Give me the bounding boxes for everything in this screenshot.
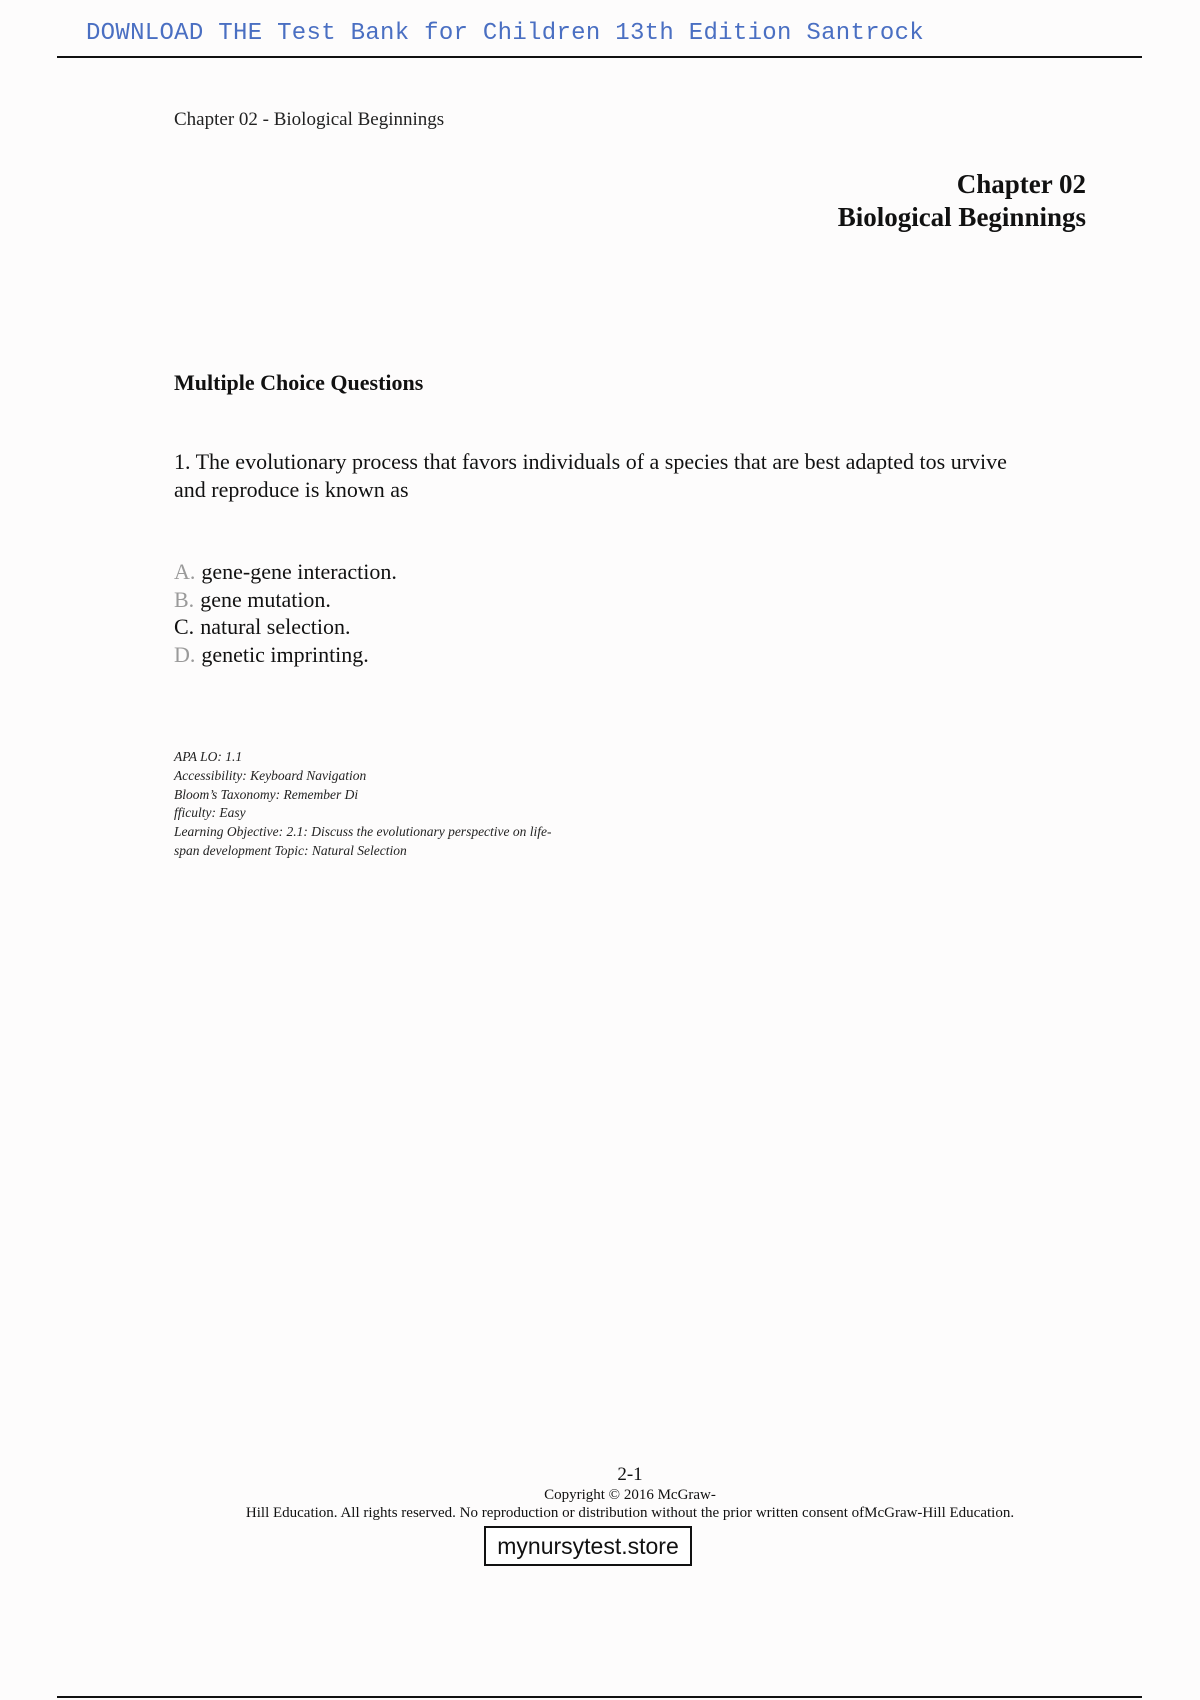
metadata-line: Bloom’s Taxonomy: Remember Di (174, 786, 359, 802)
choice-c-correct (174, 613, 397, 641)
chapter-title (838, 168, 1086, 234)
choice-text: gene-gene interaction. (201, 559, 397, 584)
download-banner-link[interactable]: DOWNLOAD THE Test Bank for Children 13th Edition Santrock (85, 20, 925, 47)
metadata-line: Learning Objective: 2.1: Discuss the evolutionary perspective on life- (174, 824, 552, 840)
metadata-line: span development Topic: Natural Selection (174, 842, 407, 858)
site-label-box: mynursytest.store (484, 1526, 692, 1566)
section-heading: Multiple Choice Questions (174, 370, 424, 395)
choice-b (174, 586, 397, 614)
copyright-line: Hill Education. All rights reserved. No reproduction or distribution without the prior written consent ofMcGraw-Hill Education. (245, 1505, 1015, 1521)
choice-letter: A. (174, 559, 196, 584)
header-rule (57, 56, 1142, 58)
choice-letter: B. (174, 586, 195, 612)
choice-letter: D. (174, 641, 196, 667)
running-head: Chapter 02 - Biological Beginnings (174, 109, 445, 130)
chapter-name: Biological Beginnings (837, 202, 1086, 232)
footer-rule (57, 1696, 1142, 1698)
metadata-line: Accessibility: Keyboard Navigation (174, 767, 367, 783)
metadata-line: fficulty: Easy (174, 805, 246, 821)
choice-text: genetic imprinting. (201, 641, 369, 667)
chapter-number: Chapter 02 (956, 169, 1086, 199)
question-metadata (174, 748, 654, 861)
choice-d (174, 641, 397, 669)
answer-choices (174, 558, 397, 668)
choice-a (174, 558, 397, 586)
metadata-line: APA LO: 1.1 (174, 749, 243, 764)
choice-text: natural selection. (200, 614, 351, 639)
choice-text: gene mutation. (200, 586, 331, 612)
choice-letter: C. (174, 614, 195, 639)
question-text: 1. The evolutionary process that favors individuals of a species that are best adapted tos urvive and reproduce is known as (174, 449, 1007, 502)
copyright-line: Copyright © 2016 McGraw- (544, 1487, 716, 1503)
page-number: 2-1 (617, 1464, 643, 1485)
